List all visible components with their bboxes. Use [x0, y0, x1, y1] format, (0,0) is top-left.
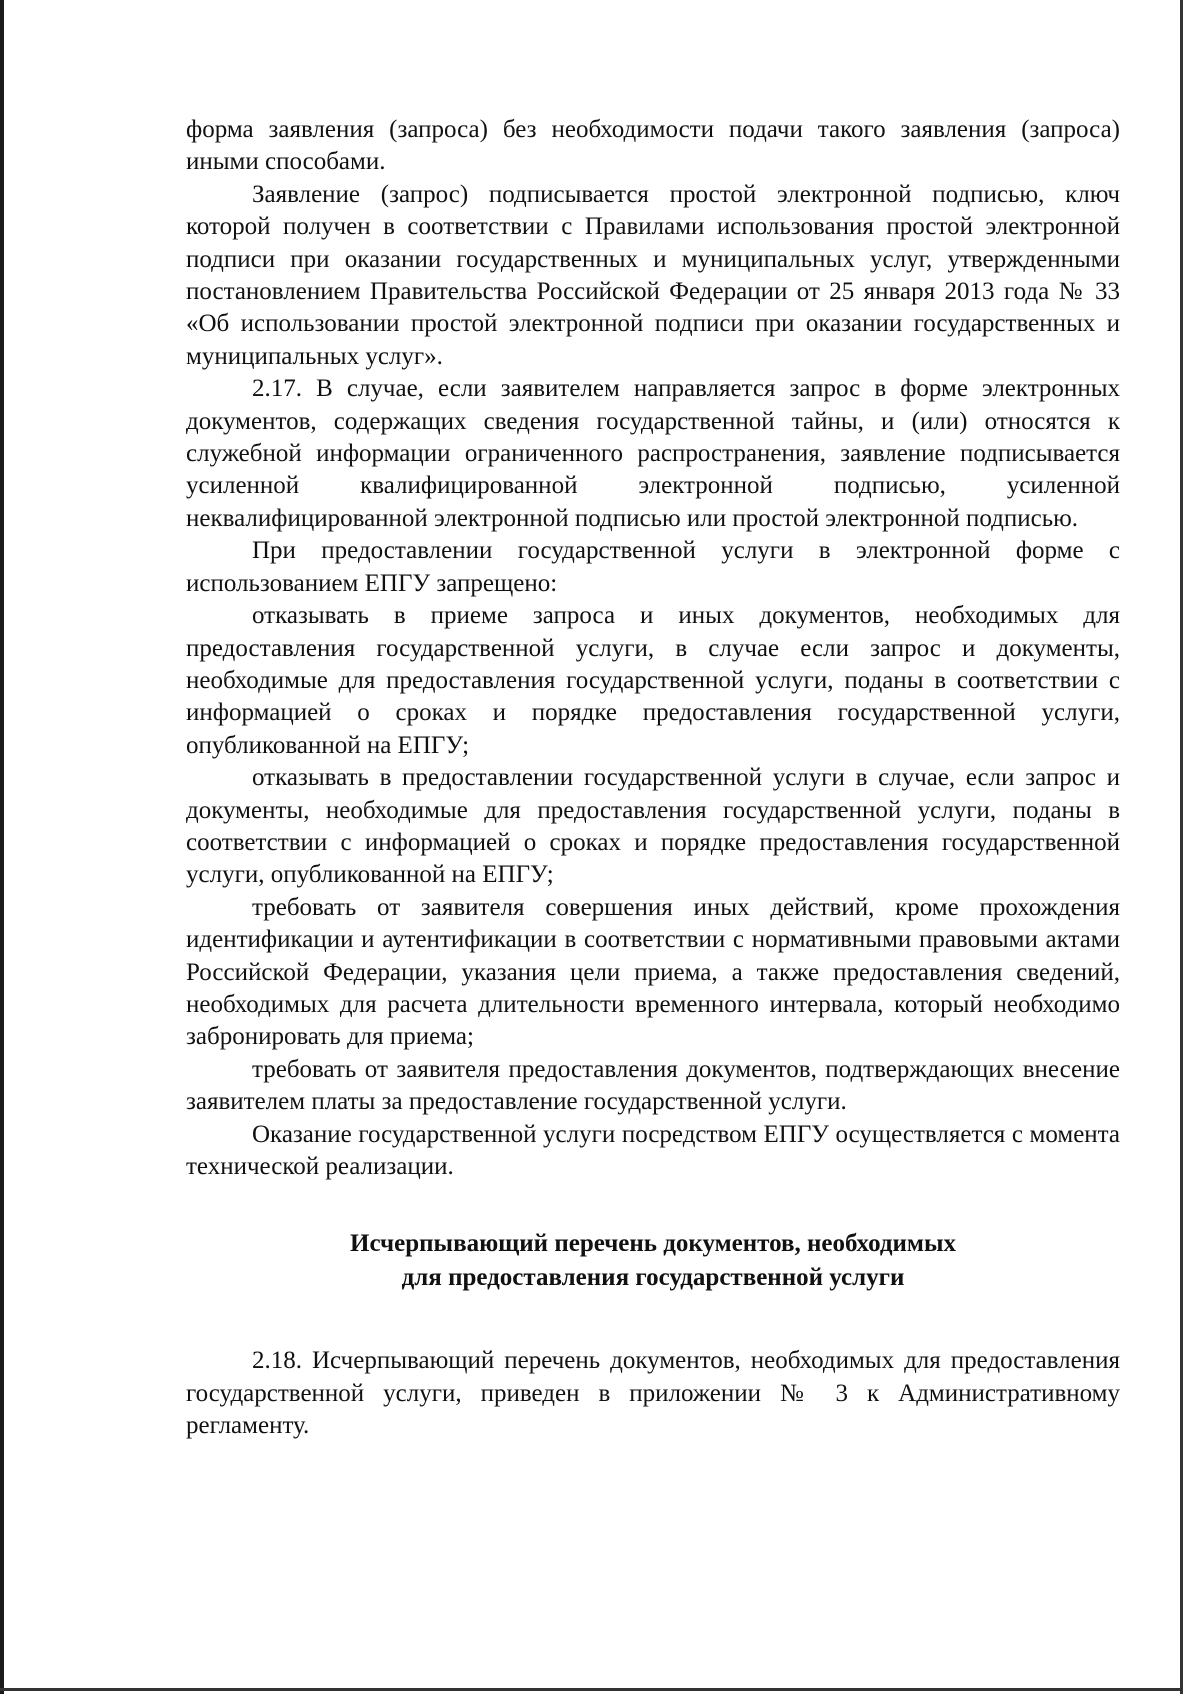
paragraph-signature: Заявление (запрос) подписывается простой электронной подписью, ключ которой получен в соответствии с Правилами использования простой электронной подписи при оказании государственных и муниципальных услуг, утвержденными постановлением Правительства Российской Федерации от 25 января 2013 года № 33 «Об использовании простой электронной подписи при оказании государственных и муниципальных услуг». [186, 180, 1120, 370]
list-item-require-payment-docs: требовать от заявителя предоставления документов, подтверждающих внесение заявителем платы за предоставление государственной услуги. [186, 1055, 1120, 1116]
section-heading [186, 1227, 1120, 1295]
section-heading-line-1: Исчерпывающий перечень документов, необходимых [350, 1230, 956, 1258]
scan-edge-bottom [0, 1688, 1183, 1691]
scan-edge-left [0, 0, 4, 1694]
paragraph-technical-implementation: Оказание государственной услуги посредством ЕПГУ осуществляется с момента технической реализации. [186, 1120, 1120, 1180]
list-item-require-actions: требовать от заявителя совершения иных действий, кроме прохождения идентификации и аутентификации в соответствии с нормативными правовыми актами Российской Федерации, указания цели приема, а также предоставления сведений, необходимых для расчета длительности временного интервала, который необходимо забронировать для приема; [186, 893, 1120, 1051]
paragraph-epgu-prohibited: При предоставлении государственной услуги в электронной форме с использованием ЕПГУ запрещено: [186, 537, 1120, 597]
section-heading-line-2: для предоставления государственной услуги [401, 1264, 905, 1292]
paragraph-2-17: 2.17. В случае, если заявителем направляется запрос в форме электронных документов, содержащих сведения государственной тайны, и (или) относятся к служебной информации ограниченного распространения, заявление подписывается усиленной квалифицированной электронной подписью, усиленной неквалифицированной электронной подписью или простой электронной подписью. [186, 375, 1120, 532]
document-body [186, 114, 1120, 1443]
paragraph-2-18: 2.18. Исчерпывающий перечень документов, необходимых для предоставления государственной услуги, приведен в приложении № 3 к Административному регламенту. [186, 1347, 1120, 1440]
paragraph-continuation: форма заявления (запроса) без необходимости подачи такого заявления (запроса) иными способами. [186, 116, 1120, 176]
list-item-refuse-acceptance: отказывать в приеме запроса и иных документов, необходимых для предоставления государственной услуги, в случае если запрос и документы, необходимые для предоставления государственной услуги, поданы в соответствии с информацией о сроках и порядке предоставления государственной услуги, опубликованной на ЕПГУ; [186, 602, 1120, 759]
list-item-refuse-provision: отказывать в предоставлении государственной услуги в случае, если запрос и документы, необходимые для предоставления государственной услуги, поданы в соответствии с информацией о сроках и порядке предоставления государственной услуги, опубликованной на ЕПГУ; [186, 764, 1120, 889]
scan-edge-right [1180, 0, 1183, 1694]
